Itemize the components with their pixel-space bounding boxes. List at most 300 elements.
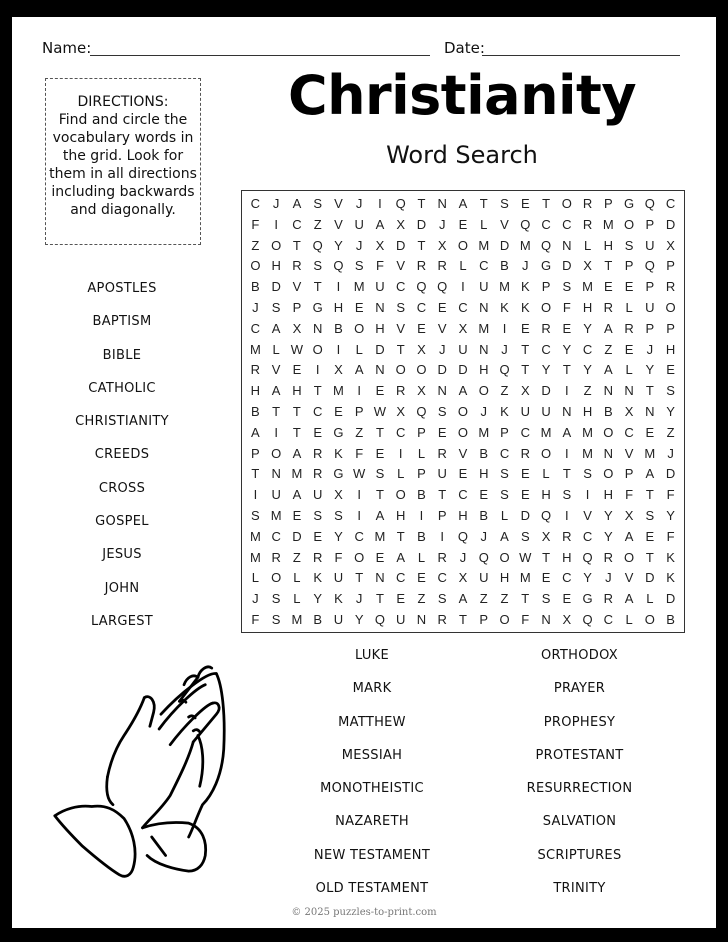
grid-cell[interactable]: Q: [644, 258, 655, 274]
grid-cell[interactable]: A: [375, 508, 385, 524]
grid-cell[interactable]: I: [378, 195, 382, 211]
grid-cell[interactable]: E: [562, 591, 572, 607]
grid-cell[interactable]: T: [562, 466, 571, 482]
grid-cell[interactable]: W: [290, 341, 304, 357]
grid-cell[interactable]: O: [540, 445, 552, 461]
grid-cell[interactable]: J: [252, 591, 259, 607]
grid-cell[interactable]: U: [354, 216, 364, 232]
grid-cell[interactable]: V: [458, 445, 468, 461]
grid-cell[interactable]: Z: [604, 341, 613, 357]
grid-cell[interactable]: P: [645, 320, 655, 336]
grid-cell[interactable]: O: [603, 466, 614, 482]
grid-cell[interactable]: E: [624, 279, 634, 295]
grid-cell[interactable]: U: [479, 570, 489, 586]
grid-cell[interactable]: T: [459, 612, 467, 628]
grid-cell[interactable]: A: [271, 383, 281, 399]
grid-cell[interactable]: J: [355, 195, 363, 211]
grid-cell[interactable]: N: [479, 341, 489, 357]
grid-cell[interactable]: R: [437, 549, 447, 565]
grid-cell[interactable]: E: [520, 320, 530, 336]
grid-cell[interactable]: T: [313, 383, 322, 399]
grid-cell[interactable]: S: [437, 403, 447, 419]
grid-cell[interactable]: B: [479, 445, 489, 461]
grid-cell[interactable]: M: [602, 216, 614, 232]
grid-cell[interactable]: I: [357, 383, 361, 399]
grid-cell[interactable]: C: [562, 216, 572, 232]
grid-cell[interactable]: J: [480, 403, 487, 419]
grid-cell[interactable]: X: [396, 403, 406, 419]
grid-cell[interactable]: A: [271, 320, 281, 336]
grid-cell[interactable]: N: [541, 612, 551, 628]
grid-cell[interactable]: O: [457, 237, 469, 253]
grid-cell[interactable]: V: [334, 195, 343, 211]
grid-cell[interactable]: F: [625, 487, 634, 503]
grid-cell[interactable]: V: [583, 508, 592, 524]
grid-cell[interactable]: O: [561, 195, 572, 211]
grid-cell[interactable]: N: [416, 612, 427, 628]
grid-cell[interactable]: D: [665, 466, 676, 482]
grid-cell[interactable]: C: [437, 570, 447, 586]
grid-cell[interactable]: Q: [540, 237, 552, 253]
grid-cell[interactable]: L: [293, 591, 301, 607]
grid-cell[interactable]: M: [582, 279, 593, 295]
grid-cell[interactable]: R: [292, 258, 302, 274]
grid-cell[interactable]: Q: [499, 362, 510, 378]
grid-cell[interactable]: Q: [582, 549, 593, 565]
grid-cell[interactable]: L: [583, 237, 592, 253]
grid-cell[interactable]: J: [355, 591, 363, 607]
grid-cell[interactable]: E: [520, 466, 530, 482]
grid-cell[interactable]: O: [665, 299, 676, 315]
grid-cell[interactable]: R: [582, 195, 593, 211]
grid-cell[interactable]: U: [333, 612, 344, 628]
grid-cell[interactable]: Y: [666, 508, 675, 524]
grid-cell[interactable]: D: [499, 237, 510, 253]
grid-cell[interactable]: L: [397, 466, 405, 482]
grid-cell[interactable]: M: [478, 237, 490, 253]
grid-cell[interactable]: D: [375, 341, 385, 357]
grid-cell[interactable]: F: [521, 612, 530, 628]
grid-cell[interactable]: E: [437, 424, 447, 440]
grid-cell[interactable]: A: [292, 487, 302, 503]
grid-cell[interactable]: J: [438, 216, 446, 232]
grid-cell[interactable]: I: [336, 341, 341, 357]
grid-cell[interactable]: A: [251, 424, 260, 440]
grid-cell[interactable]: M: [291, 612, 303, 628]
grid-cell[interactable]: V: [396, 320, 406, 336]
grid-cell[interactable]: G: [624, 195, 635, 211]
grid-cell[interactable]: E: [624, 341, 634, 357]
grid-cell[interactable]: T: [251, 466, 260, 482]
grid-cell[interactable]: H: [603, 237, 614, 253]
grid-cell[interactable]: A: [645, 466, 655, 482]
grid-cell[interactable]: T: [417, 195, 426, 211]
grid-cell[interactable]: G: [540, 258, 552, 274]
grid-cell[interactable]: E: [375, 549, 385, 565]
grid-cell[interactable]: U: [312, 487, 323, 503]
grid-cell[interactable]: L: [251, 570, 259, 586]
grid-cell[interactable]: S: [520, 528, 530, 544]
grid-cell[interactable]: X: [437, 237, 447, 253]
grid-cell[interactable]: B: [417, 528, 426, 544]
grid-cell[interactable]: V: [292, 279, 302, 295]
grid-cell[interactable]: P: [645, 279, 655, 295]
letter-grid[interactable]: [241, 190, 685, 633]
grid-cell[interactable]: R: [312, 445, 323, 461]
grid-cell[interactable]: L: [646, 591, 654, 607]
grid-cell[interactable]: S: [541, 591, 551, 607]
grid-cell[interactable]: O: [354, 549, 365, 565]
grid-cell[interactable]: X: [334, 487, 343, 503]
grid-cell[interactable]: R: [312, 549, 323, 565]
grid-cell[interactable]: F: [251, 612, 260, 628]
grid-cell[interactable]: C: [541, 216, 551, 232]
date-field-line[interactable]: [482, 55, 680, 56]
grid-cell[interactable]: N: [375, 362, 385, 378]
grid-cell[interactable]: C: [582, 528, 593, 544]
grid-cell[interactable]: H: [665, 341, 676, 357]
grid-cell[interactable]: O: [271, 445, 282, 461]
grid-cell[interactable]: K: [500, 403, 509, 419]
grid-cell[interactable]: C: [271, 528, 281, 544]
grid-cell[interactable]: S: [624, 237, 634, 253]
grid-cell[interactable]: L: [417, 549, 426, 565]
grid-cell[interactable]: Z: [666, 424, 675, 440]
grid-cell[interactable]: C: [624, 424, 634, 440]
grid-cell[interactable]: U: [645, 299, 655, 315]
grid-cell[interactable]: D: [416, 216, 427, 232]
grid-cell[interactable]: G: [333, 466, 344, 482]
grid-cell[interactable]: I: [461, 279, 465, 295]
grid-cell[interactable]: T: [417, 237, 426, 253]
grid-cell[interactable]: I: [274, 216, 278, 232]
grid-cell[interactable]: T: [292, 424, 301, 440]
grid-cell[interactable]: J: [438, 341, 446, 357]
grid-cell[interactable]: Y: [354, 612, 364, 628]
grid-cell[interactable]: R: [541, 320, 551, 336]
grid-cell[interactable]: Q: [520, 216, 531, 232]
grid-cell[interactable]: I: [315, 362, 320, 378]
grid-cell[interactable]: S: [500, 466, 509, 482]
grid-cell[interactable]: E: [645, 528, 655, 544]
grid-cell[interactable]: T: [521, 591, 530, 607]
grid-cell[interactable]: E: [313, 528, 322, 544]
grid-cell[interactable]: H: [562, 549, 572, 565]
grid-cell[interactable]: L: [542, 466, 550, 482]
grid-cell[interactable]: Q: [374, 612, 385, 628]
grid-cell[interactable]: E: [292, 508, 302, 524]
grid-cell[interactable]: J: [480, 528, 487, 544]
grid-cell[interactable]: P: [251, 445, 260, 461]
grid-cell[interactable]: O: [603, 424, 614, 440]
grid-cell[interactable]: A: [500, 528, 509, 544]
grid-cell[interactable]: K: [520, 299, 530, 315]
grid-cell[interactable]: C: [499, 445, 510, 461]
grid-cell[interactable]: H: [541, 487, 551, 503]
grid-cell[interactable]: Y: [541, 362, 551, 378]
grid-cell[interactable]: H: [479, 466, 489, 482]
grid-cell[interactable]: O: [271, 237, 282, 253]
grid-cell[interactable]: S: [313, 258, 322, 274]
grid-cell[interactable]: K: [334, 591, 343, 607]
grid-cell[interactable]: M: [270, 508, 282, 524]
grid-cell[interactable]: S: [313, 195, 322, 211]
grid-cell[interactable]: I: [502, 320, 507, 336]
grid-cell[interactable]: T: [542, 195, 551, 211]
grid-cell[interactable]: N: [437, 195, 447, 211]
grid-cell[interactable]: M: [374, 528, 386, 544]
grid-cell[interactable]: N: [603, 383, 614, 399]
grid-cell[interactable]: T: [375, 424, 384, 440]
grid-cell[interactable]: Y: [334, 237, 343, 253]
grid-cell[interactable]: Z: [251, 237, 260, 253]
grid-cell[interactable]: Y: [583, 362, 592, 378]
grid-cell[interactable]: I: [253, 487, 258, 503]
grid-cell[interactable]: C: [603, 612, 614, 628]
grid-cell[interactable]: M: [249, 549, 261, 565]
grid-cell[interactable]: S: [500, 195, 509, 211]
grid-cell[interactable]: R: [437, 445, 447, 461]
grid-cell[interactable]: H: [479, 362, 489, 378]
grid-cell[interactable]: B: [251, 403, 260, 419]
grid-cell[interactable]: Q: [540, 508, 552, 524]
grid-cell[interactable]: H: [582, 403, 593, 419]
grid-cell[interactable]: U: [645, 237, 655, 253]
grid-cell[interactable]: R: [416, 258, 427, 274]
grid-cell[interactable]: L: [417, 445, 426, 461]
grid-cell[interactable]: S: [271, 299, 281, 315]
grid-cell[interactable]: C: [479, 258, 489, 274]
grid-cell[interactable]: R: [603, 299, 614, 315]
grid-cell[interactable]: T: [521, 341, 530, 357]
grid-cell[interactable]: M: [353, 279, 365, 295]
grid-cell[interactable]: G: [333, 424, 344, 440]
grid-cell[interactable]: Y: [583, 570, 592, 586]
grid-cell[interactable]: O: [540, 299, 552, 315]
grid-cell[interactable]: C: [541, 341, 551, 357]
grid-cell[interactable]: I: [357, 487, 361, 503]
grid-cell[interactable]: V: [624, 570, 634, 586]
grid-cell[interactable]: L: [480, 216, 488, 232]
grid-cell[interactable]: O: [395, 362, 406, 378]
grid-cell[interactable]: U: [396, 612, 406, 628]
grid-cell[interactable]: Q: [437, 279, 448, 295]
grid-cell[interactable]: T: [542, 549, 551, 565]
grid-cell[interactable]: R: [437, 258, 447, 274]
grid-cell[interactable]: T: [396, 341, 405, 357]
grid-cell[interactable]: T: [438, 487, 447, 503]
grid-cell[interactable]: J: [522, 258, 529, 274]
grid-cell[interactable]: F: [251, 216, 260, 232]
grid-cell[interactable]: R: [312, 466, 323, 482]
grid-cell[interactable]: H: [499, 570, 510, 586]
grid-cell[interactable]: O: [499, 549, 510, 565]
grid-cell[interactable]: O: [271, 570, 282, 586]
grid-cell[interactable]: X: [396, 216, 406, 232]
grid-cell[interactable]: T: [645, 549, 654, 565]
grid-cell[interactable]: E: [603, 279, 613, 295]
grid-cell[interactable]: S: [562, 487, 572, 503]
grid-cell[interactable]: I: [274, 424, 278, 440]
grid-cell[interactable]: C: [354, 528, 364, 544]
grid-cell[interactable]: E: [458, 216, 468, 232]
grid-cell[interactable]: O: [457, 424, 469, 440]
grid-cell[interactable]: X: [417, 383, 426, 399]
grid-cell[interactable]: X: [334, 362, 343, 378]
grid-cell[interactable]: H: [603, 487, 614, 503]
grid-cell[interactable]: I: [440, 528, 445, 544]
grid-cell[interactable]: C: [292, 216, 302, 232]
grid-cell[interactable]: U: [541, 403, 551, 419]
grid-cell[interactable]: S: [500, 487, 509, 503]
grid-cell[interactable]: M: [478, 424, 490, 440]
grid-cell[interactable]: Q: [395, 195, 406, 211]
grid-cell[interactable]: T: [272, 403, 281, 419]
grid-cell[interactable]: S: [645, 508, 655, 524]
grid-cell[interactable]: O: [644, 612, 655, 628]
grid-cell[interactable]: B: [313, 612, 322, 628]
grid-cell[interactable]: M: [519, 237, 531, 253]
grid-cell[interactable]: A: [292, 195, 302, 211]
grid-cell[interactable]: Y: [562, 341, 572, 357]
grid-cell[interactable]: I: [336, 279, 341, 295]
grid-cell[interactable]: R: [437, 612, 447, 628]
grid-cell[interactable]: D: [541, 383, 551, 399]
grid-cell[interactable]: N: [562, 403, 572, 419]
name-field-line[interactable]: [90, 55, 430, 56]
grid-cell[interactable]: D: [271, 279, 281, 295]
grid-cell[interactable]: I: [357, 508, 361, 524]
grid-cell[interactable]: L: [625, 362, 633, 378]
grid-cell[interactable]: P: [437, 508, 447, 524]
grid-cell[interactable]: Y: [583, 320, 592, 336]
grid-cell[interactable]: C: [396, 570, 406, 586]
grid-cell[interactable]: B: [500, 258, 509, 274]
grid-cell[interactable]: X: [458, 320, 468, 336]
grid-cell[interactable]: A: [396, 549, 406, 565]
grid-cell[interactable]: Z: [313, 216, 322, 232]
grid-cell[interactable]: L: [355, 341, 363, 357]
grid-cell[interactable]: P: [541, 279, 551, 295]
grid-cell[interactable]: P: [479, 612, 489, 628]
grid-cell[interactable]: R: [665, 279, 676, 295]
grid-cell[interactable]: N: [375, 570, 385, 586]
grid-cell[interactable]: O: [624, 549, 635, 565]
grid-cell[interactable]: P: [500, 424, 509, 440]
grid-cell[interactable]: T: [375, 591, 384, 607]
grid-cell[interactable]: M: [582, 445, 593, 461]
grid-cell[interactable]: I: [585, 487, 590, 503]
grid-cell[interactable]: P: [417, 424, 426, 440]
grid-cell[interactable]: W: [353, 466, 366, 482]
grid-cell[interactable]: J: [272, 195, 280, 211]
grid-cell[interactable]: W: [373, 403, 387, 419]
grid-cell[interactable]: N: [479, 299, 489, 315]
grid-cell[interactable]: B: [666, 612, 675, 628]
grid-cell[interactable]: Y: [603, 508, 613, 524]
grid-cell[interactable]: E: [334, 403, 343, 419]
grid-cell[interactable]: R: [250, 362, 261, 378]
grid-cell[interactable]: N: [312, 320, 323, 336]
grid-cell[interactable]: A: [354, 362, 364, 378]
grid-cell[interactable]: S: [437, 591, 447, 607]
grid-cell[interactable]: A: [292, 445, 302, 461]
grid-cell[interactable]: A: [624, 591, 634, 607]
grid-cell[interactable]: R: [562, 528, 572, 544]
grid-cell[interactable]: L: [500, 508, 509, 524]
grid-cell[interactable]: I: [564, 445, 569, 461]
grid-cell[interactable]: E: [437, 299, 447, 315]
grid-cell[interactable]: H: [396, 508, 406, 524]
grid-cell[interactable]: T: [521, 362, 530, 378]
grid-cell[interactable]: O: [499, 612, 510, 628]
grid-cell[interactable]: M: [291, 466, 303, 482]
grid-cell[interactable]: Q: [312, 237, 323, 253]
grid-cell[interactable]: C: [396, 424, 406, 440]
grid-cell[interactable]: D: [645, 570, 655, 586]
grid-cell[interactable]: L: [293, 570, 301, 586]
grid-cell[interactable]: A: [458, 383, 468, 399]
grid-cell[interactable]: E: [479, 487, 489, 503]
grid-cell[interactable]: O: [624, 216, 635, 232]
grid-cell[interactable]: F: [666, 487, 675, 503]
grid-cell[interactable]: S: [313, 508, 322, 524]
grid-cell[interactable]: F: [562, 299, 571, 315]
grid-cell[interactable]: X: [417, 341, 426, 357]
grid-cell[interactable]: Z: [583, 383, 592, 399]
grid-cell[interactable]: Z: [500, 383, 509, 399]
grid-cell[interactable]: O: [395, 487, 406, 503]
grid-cell[interactable]: O: [250, 258, 261, 274]
grid-cell[interactable]: F: [375, 258, 384, 274]
grid-cell[interactable]: P: [666, 320, 675, 336]
grid-cell[interactable]: D: [396, 237, 406, 253]
grid-cell[interactable]: Q: [478, 549, 489, 565]
grid-cell[interactable]: B: [603, 403, 613, 419]
grid-cell[interactable]: R: [624, 320, 634, 336]
grid-cell[interactable]: E: [417, 320, 426, 336]
grid-cell[interactable]: X: [375, 237, 385, 253]
grid-cell[interactable]: K: [313, 570, 322, 586]
grid-cell[interactable]: X: [458, 570, 468, 586]
grid-cell[interactable]: H: [271, 258, 281, 274]
grid-cell[interactable]: A: [562, 424, 572, 440]
grid-cell[interactable]: S: [354, 258, 364, 274]
grid-cell[interactable]: A: [624, 528, 634, 544]
grid-cell[interactable]: R: [603, 549, 614, 565]
grid-cell[interactable]: C: [416, 299, 427, 315]
grid-cell[interactable]: S: [666, 383, 675, 399]
grid-cell[interactable]: N: [375, 299, 385, 315]
grid-cell[interactable]: E: [354, 299, 364, 315]
grid-cell[interactable]: C: [312, 403, 323, 419]
grid-cell[interactable]: S: [334, 508, 343, 524]
grid-cell[interactable]: I: [564, 508, 569, 524]
grid-cell[interactable]: M: [249, 341, 261, 357]
grid-cell[interactable]: E: [520, 487, 530, 503]
grid-cell[interactable]: E: [417, 570, 426, 586]
grid-cell[interactable]: R: [520, 445, 530, 461]
grid-cell[interactable]: U: [271, 487, 281, 503]
grid-cell[interactable]: N: [624, 383, 634, 399]
grid-cell[interactable]: P: [292, 299, 302, 315]
grid-cell[interactable]: V: [271, 362, 281, 378]
grid-cell[interactable]: X: [520, 383, 530, 399]
grid-cell[interactable]: F: [666, 528, 675, 544]
grid-cell[interactable]: C: [458, 299, 468, 315]
grid-cell[interactable]: V: [437, 320, 447, 336]
grid-cell[interactable]: A: [603, 362, 613, 378]
